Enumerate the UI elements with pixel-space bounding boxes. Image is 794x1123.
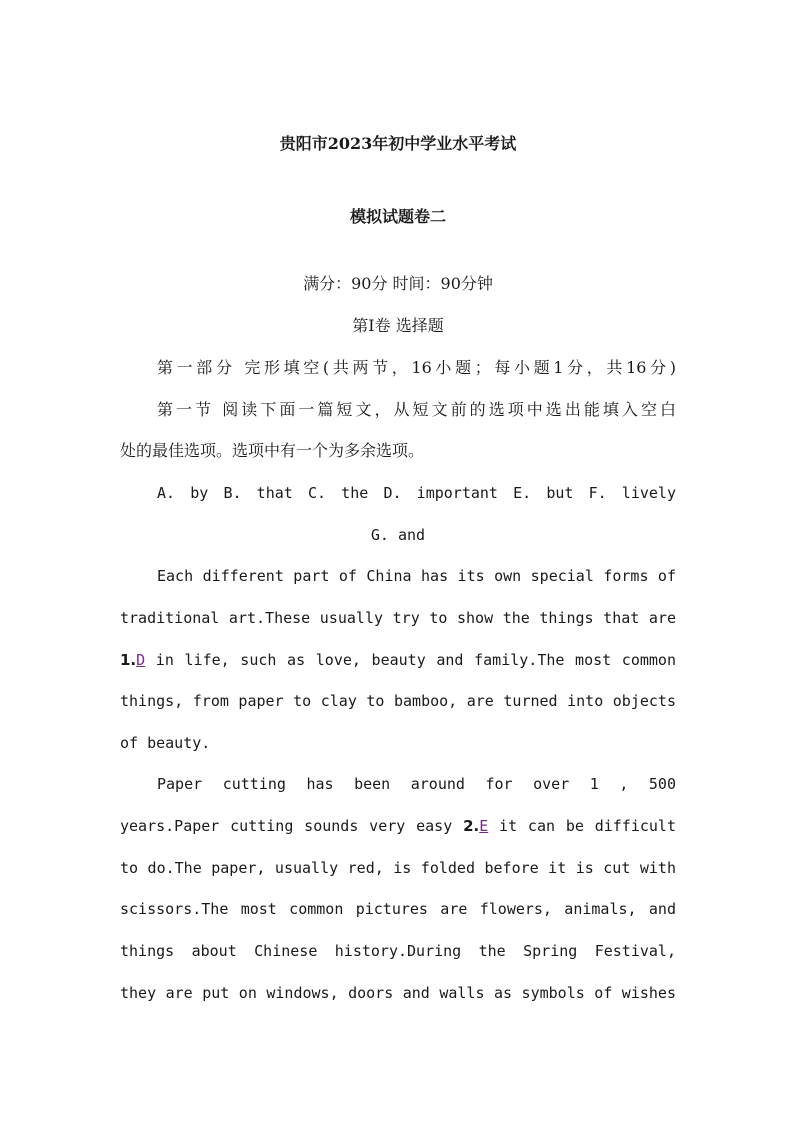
passage-p2-line5: things about Chinese history.During the Spring Festival, bbox=[120, 942, 676, 960]
section1-instruction-line2: 处的最佳选项。选项中有一个为多余选项。 bbox=[120, 441, 425, 460]
passage-p2-line4: scissors.The most common pictures are flowers, animals, and bbox=[120, 900, 676, 918]
passage-p1-line4: things, from paper to clay to bamboo, are turned into objects bbox=[120, 692, 676, 710]
section1-instruction-line1: 第一节 阅读下面一篇短文，从短文前的选项中选出能填入空白 bbox=[157, 400, 676, 419]
passage-p1-line1: Each different part of China has its own special forms of bbox=[157, 567, 676, 585]
answer-2: E bbox=[479, 817, 489, 835]
passage-p2-line3: to do.The paper, usually red, is folded before it is cut with bbox=[120, 859, 676, 877]
options-line1: A. by B. that C. the D. important E. but F. lively bbox=[157, 484, 676, 502]
passage-p2-line1: Paper cutting has been around for over 1 , 500 bbox=[157, 775, 676, 793]
question-number-2: 2. bbox=[463, 817, 480, 835]
exam-subtitle: 模拟试题卷二 bbox=[349, 207, 446, 226]
options-line2: G. and bbox=[370, 526, 426, 544]
passage-p2-line2 bbox=[120, 815, 676, 837]
question-number-1: 1. bbox=[120, 651, 137, 669]
passage-p2-line2-start: years.Paper cutting sounds very easy bbox=[120, 817, 464, 835]
answer-1: D bbox=[136, 651, 146, 669]
passage-p2-line6: they are put on windows, doors and walls as symbols of wishes bbox=[120, 984, 676, 1002]
exam-title: 贵阳市2023年初中学业水平考试 bbox=[279, 134, 517, 153]
passage-p1-line2: traditional art.These usually try to show the things that are bbox=[120, 609, 676, 627]
passage-p1-line3 bbox=[120, 649, 676, 671]
passage-p1-line5: of beauty. bbox=[120, 734, 211, 752]
score-time-line: 满分：90分 时间：90分钟 bbox=[303, 274, 493, 293]
part1-heading: 第一部分 完形填空(共两节，16小题；每小题1分，共16分) bbox=[157, 358, 676, 377]
volume-heading: 第Ⅰ卷 选择题 bbox=[352, 316, 444, 335]
passage-p2-line2-end: it can be difficult bbox=[488, 817, 676, 835]
passage-p1-line3-text: in life, such as love, beauty and family.The most common bbox=[145, 651, 676, 669]
